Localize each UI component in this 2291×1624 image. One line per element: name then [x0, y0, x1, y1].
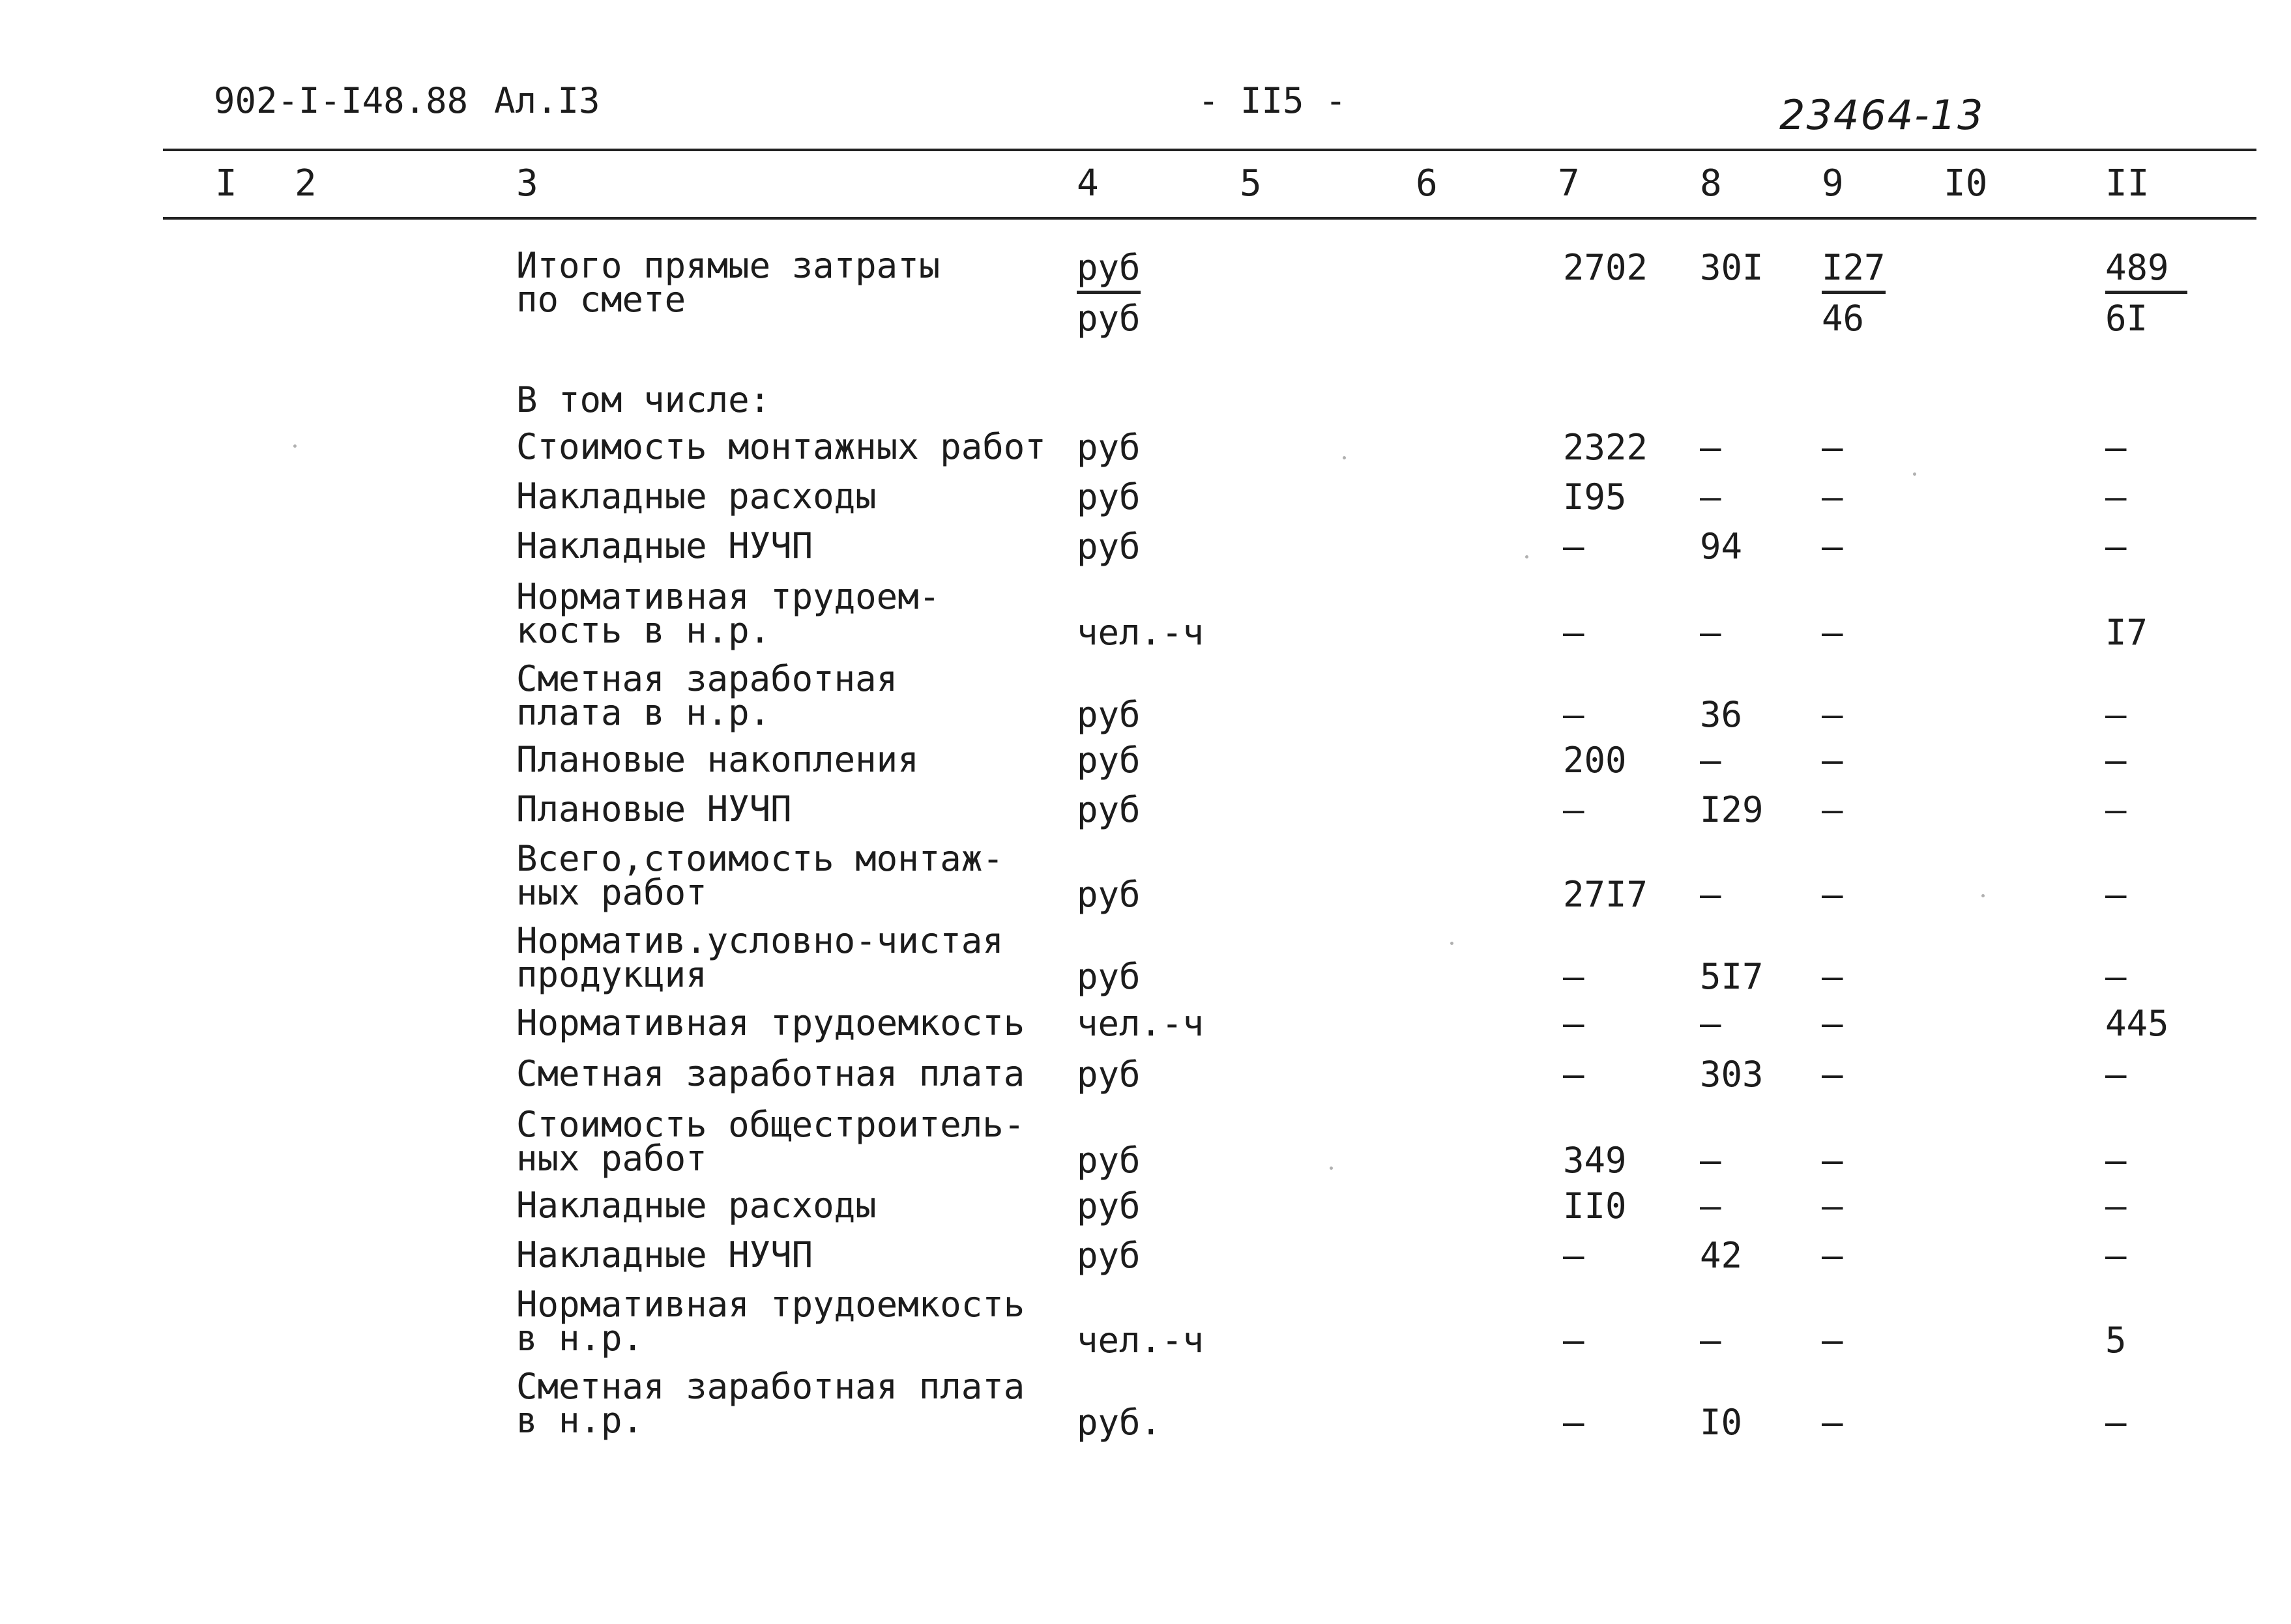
row-label-line2: в н.р.	[516, 1318, 644, 1359]
row-15-col9: –	[1822, 1320, 1843, 1361]
summary-col9-bottom: 46	[1822, 298, 1865, 339]
column-10-number: I0	[1944, 162, 1988, 205]
document-code: 902-I-I48.88	[214, 80, 469, 121]
row-2-col8: –	[1700, 476, 1721, 517]
row-12-label	[516, 1104, 1025, 1179]
row-15-col8: –	[1700, 1320, 1721, 1361]
row-13-unit: руб	[1077, 1185, 1141, 1226]
row-4-col8: –	[1700, 612, 1721, 653]
row-11-col9: –	[1822, 1054, 1843, 1095]
row-12-col9: –	[1822, 1140, 1843, 1181]
row-2-label	[516, 476, 877, 517]
row-label-line2: плата в н.р.	[516, 692, 771, 733]
album-number: Ал.I3	[494, 80, 600, 121]
page-number: - II5 -	[1198, 80, 1347, 121]
row-10-label	[516, 1002, 1025, 1043]
row-9-col9: –	[1822, 956, 1843, 997]
row-12-col7: 349	[1563, 1140, 1627, 1181]
row-7-col9: –	[1822, 789, 1843, 830]
row-label-line1: Всего,стоимость монтаж-	[516, 838, 1004, 879]
row-1-label	[516, 426, 1046, 467]
row-label-line1: Стоимость монтажных работ	[516, 426, 1046, 467]
row-7-label	[516, 789, 792, 830]
row-7-unit: руб	[1077, 789, 1141, 830]
row-13-label	[516, 1185, 877, 1226]
row-12-col11: –	[2105, 1140, 2127, 1181]
row-10-unit: чел.-ч	[1077, 1003, 1204, 1044]
row-4-col11: I7	[2105, 612, 2148, 653]
row-14-col8: 42	[1700, 1235, 1743, 1276]
column-6-number: 6	[1416, 162, 1438, 205]
summary-unit-top: руб	[1077, 250, 1141, 285]
row-8-col11: –	[2105, 874, 2127, 915]
row-14-col7: –	[1563, 1235, 1584, 1276]
row-label-line1: Нормативная трудоемкость	[516, 1284, 1025, 1325]
row-5-col7: –	[1563, 694, 1584, 735]
row-5-col8: 36	[1700, 694, 1743, 735]
row-label-line1: Накладные расходы	[516, 1185, 877, 1226]
row-8-col8: –	[1700, 874, 1721, 915]
row-3-col8: 94	[1700, 526, 1743, 567]
column-3-number: 3	[516, 162, 538, 205]
row-9-col11: –	[2105, 956, 2127, 997]
row-5-label	[516, 658, 898, 733]
summary-col11-top: 489	[2105, 250, 2187, 285]
row-14-label	[516, 1234, 813, 1275]
row-label-line2: ных работ	[516, 1138, 707, 1179]
row-1-col11: –	[2105, 427, 2127, 468]
row-3-label	[516, 525, 813, 566]
header-bottom-rule	[163, 217, 2256, 220]
summary-col7: 2702	[1563, 247, 1648, 288]
row-label-line2: продукция	[516, 954, 707, 995]
row-1-col7: 2322	[1563, 427, 1648, 468]
row-16-col8: I0	[1700, 1402, 1743, 1443]
row-3-col9: –	[1822, 526, 1843, 567]
summary-col9-top: I27	[1822, 250, 1886, 285]
column-9-number: 9	[1822, 162, 1844, 205]
row-4-col9: –	[1822, 612, 1843, 653]
row-15-col7: –	[1563, 1320, 1584, 1361]
column-8-number: 8	[1700, 162, 1722, 205]
row-label-line1: Сметная заработная плата	[516, 1366, 1025, 1407]
row-label-line2: ных работ	[516, 872, 707, 913]
row-label-line1: Сметная заработная	[516, 658, 898, 699]
column-5-number: 5	[1240, 162, 1262, 205]
summary-unit-bottom: руб	[1077, 298, 1141, 339]
row-10-col9: –	[1822, 1003, 1843, 1044]
summary-col11-bottom: 6I	[2105, 298, 2148, 339]
row-label-line1: Нормативная трудоемкость	[516, 1002, 1025, 1043]
row-16-unit: руб.	[1077, 1402, 1162, 1443]
row-13-col11: –	[2105, 1185, 2127, 1226]
row-5-unit: руб	[1077, 694, 1141, 735]
inventory-number: 23464-13	[1779, 91, 1985, 139]
row-1-col8: –	[1700, 427, 1721, 468]
row-16-col9: –	[1822, 1402, 1843, 1443]
row-7-col7: –	[1563, 789, 1584, 830]
row-11-col7: –	[1563, 1054, 1584, 1095]
row-label-line1: Накладные расходы	[516, 476, 877, 517]
row-1-col9: –	[1822, 427, 1843, 468]
row-label-line1: Сметная заработная плата	[516, 1053, 1025, 1094]
column-7-number: 7	[1558, 162, 1580, 205]
summary-label-line1: Итого прямые затраты	[516, 245, 941, 286]
row-5-col11: –	[2105, 694, 2127, 735]
row-16-col11: –	[2105, 1402, 2127, 1443]
subheading-including: В том числе:	[516, 379, 771, 420]
row-14-col11: –	[2105, 1235, 2127, 1276]
row-4-label	[516, 576, 941, 651]
row-11-unit: руб	[1077, 1054, 1141, 1095]
row-label-line1: Стоимость общестроитель-	[516, 1104, 1025, 1145]
row-4-col7: –	[1563, 612, 1584, 653]
row-9-label	[516, 920, 1004, 995]
row-2-col7: I95	[1563, 476, 1627, 517]
row-label-line2: в н.р.	[516, 1400, 644, 1441]
column-11-number: II	[2105, 162, 2150, 205]
summary-col8: 30I	[1700, 247, 1764, 288]
row-label-line1: Нормативная трудоем-	[516, 576, 941, 617]
row-3-col11: –	[2105, 526, 2127, 567]
row-8-col7: 27I7	[1563, 874, 1648, 915]
row-3-unit: руб	[1077, 526, 1141, 567]
row-label-line1: Накладные НУЧП	[516, 1234, 813, 1275]
header-top-rule	[163, 149, 2256, 151]
row-label-line2: кость в н.р.	[516, 610, 771, 651]
row-13-col8: –	[1700, 1185, 1721, 1226]
row-7-col11: –	[2105, 789, 2127, 830]
row-11-col11: –	[2105, 1054, 2127, 1095]
row-2-unit: руб	[1077, 476, 1141, 517]
row-label-line1: Плановые накопления	[516, 739, 919, 780]
row-5-col9: –	[1822, 694, 1843, 735]
row-14-col9: –	[1822, 1235, 1843, 1276]
row-15-label	[516, 1284, 1025, 1359]
row-10-col8: –	[1700, 1003, 1721, 1044]
row-12-col8: –	[1700, 1140, 1721, 1181]
row-7-col8: I29	[1700, 789, 1764, 830]
row-8-label	[516, 838, 1004, 913]
row-10-col7: –	[1563, 1003, 1584, 1044]
row-12-unit: руб	[1077, 1140, 1141, 1181]
row-8-col9: –	[1822, 874, 1843, 915]
row-16-col7: –	[1563, 1402, 1584, 1443]
column-1-number: I	[215, 162, 237, 205]
row-13-col9: –	[1822, 1185, 1843, 1226]
summary-label	[516, 245, 941, 320]
row-6-col9: –	[1822, 740, 1843, 781]
row-label-line1: Плановые НУЧП	[516, 789, 792, 830]
row-2-col11: –	[2105, 476, 2127, 517]
row-6-unit: руб	[1077, 740, 1141, 781]
row-2-col9: –	[1822, 476, 1843, 517]
row-6-col8: –	[1700, 740, 1721, 781]
row-13-col7: II0	[1563, 1185, 1627, 1226]
row-label-line1: Накладные НУЧП	[516, 525, 813, 566]
row-9-col8: 5I7	[1700, 956, 1764, 997]
row-9-unit: руб	[1077, 956, 1141, 997]
row-11-label	[516, 1053, 1025, 1094]
row-1-unit: руб	[1077, 427, 1141, 468]
row-4-unit: чел.-ч	[1077, 612, 1204, 653]
row-label-line1: Норматив.условно-чистая	[516, 920, 1004, 961]
row-14-unit: руб	[1077, 1235, 1141, 1276]
row-9-col7: –	[1563, 956, 1584, 997]
row-3-col7: –	[1563, 526, 1584, 567]
row-15-unit: чел.-ч	[1077, 1320, 1204, 1361]
row-6-col7: 200	[1563, 740, 1627, 781]
column-2-number: 2	[295, 162, 317, 205]
row-6-col11: –	[2105, 740, 2127, 781]
row-15-col11: 5	[2105, 1320, 2127, 1361]
row-11-col8: 303	[1700, 1054, 1764, 1095]
row-8-unit: руб	[1077, 874, 1141, 915]
row-10-col11: 445	[2105, 1003, 2169, 1044]
row-6-label	[516, 739, 919, 780]
summary-label-line2: по смете	[516, 279, 686, 320]
row-16-label	[516, 1366, 1025, 1441]
column-4-number: 4	[1077, 162, 1099, 205]
